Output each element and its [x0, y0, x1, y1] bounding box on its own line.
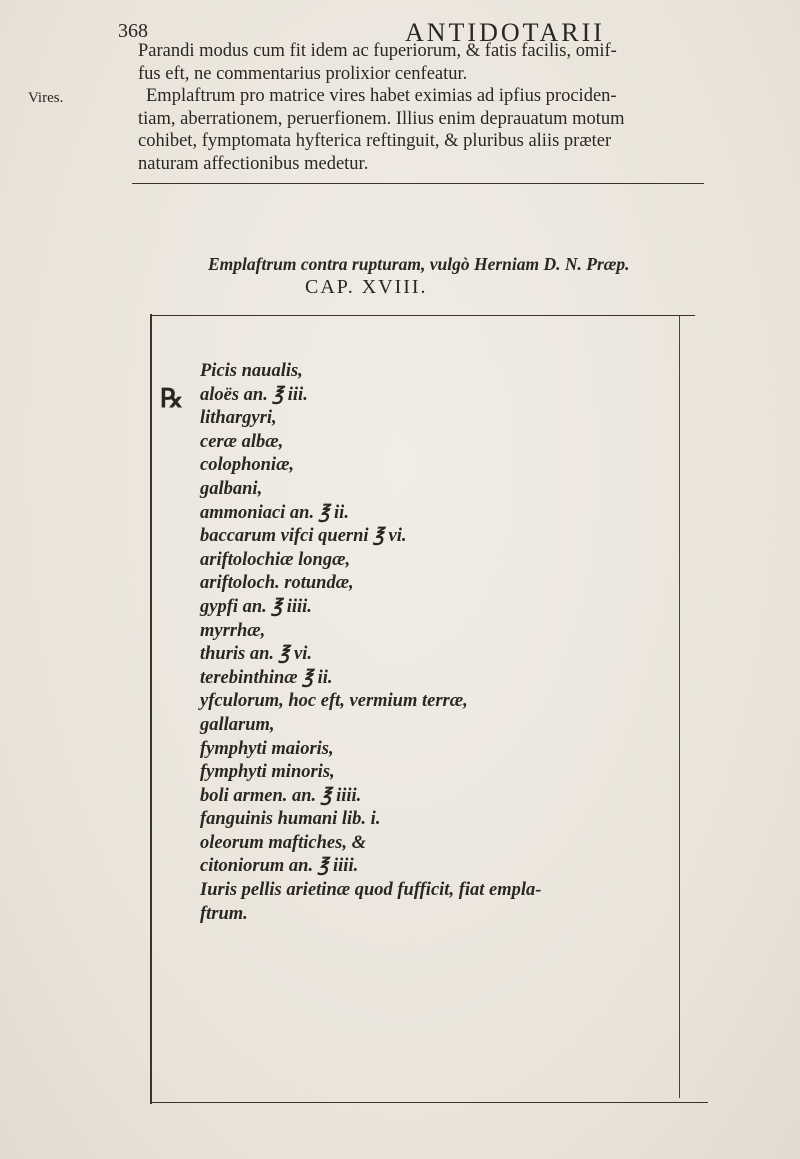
ingredient-line: ftrum.: [200, 903, 248, 924]
section-title: Emplaftrum contra rupturam, vulgò Herniam D. N. Præp.: [208, 254, 630, 274]
ingredient-line: galbani,: [200, 478, 263, 499]
chapter-heading: CAP. XVIII.: [305, 276, 428, 298]
box-right-border: [679, 316, 680, 1098]
ingredient-line: yfculorum, hoc eft, vermium terræ,: [200, 691, 468, 712]
ingredient-line: oleorum maftiches, &: [200, 832, 366, 853]
ingredient-line: thuris an. ℥ vi.: [200, 644, 312, 665]
ingredient-line: fymphyti minoris,: [200, 762, 335, 783]
ingredient-line: boli armen. an. ℥ iiii.: [200, 785, 362, 806]
ingredient-line: aloës an. ℥ iii.: [200, 384, 308, 405]
ingredient-line: terebinthinæ ℥ ii.: [200, 667, 333, 688]
body-line: Emplaftrum pro matrice vires habet eximias ad ipfius prociden-: [146, 86, 617, 106]
box-bottom-rule: [150, 1102, 708, 1103]
ingredient-line: Iuris pellis arietinæ quod fufficit, fiat empla-: [200, 880, 542, 901]
ingredient-list: [200, 360, 541, 926]
ingredient-line: ammoniaci an. ℥ ii.: [200, 502, 349, 523]
ingredient-line: baccarum vifci querni ℥ vi.: [200, 526, 407, 547]
ingredient-line: fanguinis humani lib. i.: [200, 809, 381, 830]
side-note: Vires.: [28, 90, 64, 106]
divider-rule: [132, 183, 704, 184]
body-line: fus eft, ne commentarius prolixior cenfeatur.: [138, 63, 468, 84]
ingredient-line: gallarum,: [200, 714, 275, 735]
body-line: tiam, aberrationem, peruerfionem. Illius enim deprauatum motum: [138, 108, 625, 129]
ingredient-line: gypfi an. ℥ iiii.: [200, 596, 312, 617]
running-head: ANTIDOTARII: [405, 18, 605, 47]
box-left-border: [150, 314, 152, 1104]
ingredient-line: lithargyri,: [200, 408, 277, 429]
ingredient-line: Picis naualis,: [200, 361, 303, 381]
page-number: 368: [118, 20, 148, 42]
ingredient-line: ariftoloch. rotundæ,: [200, 573, 354, 594]
ingredient-line: ariftolochiæ longæ,: [200, 549, 351, 570]
ingredient-line: colophoniæ,: [200, 455, 295, 476]
recipe-symbol: ℞: [160, 384, 184, 413]
body-line: naturam affectionibus medetur.: [138, 153, 369, 174]
body-line: Parandi modus cum fit idem ac fuperiorum, & fatis facilis, omif-: [138, 41, 617, 61]
box-top-rule: [150, 315, 695, 316]
ingredient-line: fymphyti maioris,: [200, 738, 334, 759]
ingredient-line: myrrhæ,: [200, 620, 266, 641]
body-paragraph: [138, 40, 790, 175]
ingredient-line: ceræ albæ,: [200, 431, 284, 452]
ingredient-line: citoniorum an. ℥ iiii.: [200, 856, 359, 877]
body-line: cohibet, fymptomata hyfterica reftinguit, & pluribus aliis præter: [138, 131, 612, 151]
